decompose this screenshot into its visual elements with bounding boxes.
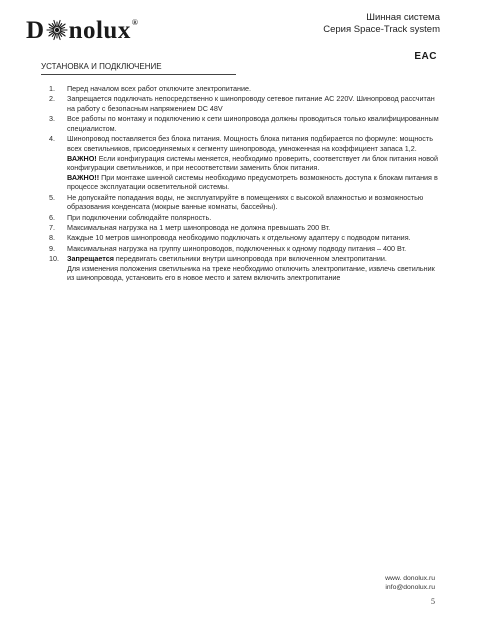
item-number: 5. xyxy=(49,192,55,202)
header-titles xyxy=(323,12,440,36)
list-item xyxy=(41,254,441,283)
item-text: Максимальная нагрузка на 1 метр шинопровода не должна превышать 200 Вт. xyxy=(67,223,331,233)
note-text: При монтаже шинной системы необходимо предусмотреть возможность доступа к блокам питания в процессе эксплуатации осветительной системы. xyxy=(67,172,438,192)
footer-email: info@donolux.ru xyxy=(385,583,435,591)
item-number: 9. xyxy=(49,243,55,253)
logo-letter-d: D xyxy=(26,17,45,44)
list-item xyxy=(41,94,441,113)
item-number: 7. xyxy=(49,223,55,233)
instructions-list xyxy=(41,84,441,284)
section-title: УСТАНОВКА И ПОДКЛЮЧЕНИЕ xyxy=(41,62,236,75)
header-series-name: Серия Space-Track system xyxy=(323,24,440,35)
item-number: 4. xyxy=(49,134,55,144)
sunburst-logo-icon xyxy=(46,19,68,41)
item-number: 2. xyxy=(49,94,55,104)
item-text: Не допускайте попадания воды, не эксплуатируйте в помещениях с высокой влажностью и возможностью образования конденсата (мокрые ванные комнаты, бассейны). xyxy=(67,192,424,212)
item-text: Максимальная нагрузка на группу шинопроводов, подключенных к одному подводу питания – 400 Вт. xyxy=(67,243,407,253)
list-item xyxy=(41,114,441,133)
item-text: Запрещается подключать непосредственно к шинопроводу сетевое питание AC 220V. Шинопровод рассчитан на работу с безопасным напряжением DC 48V xyxy=(67,94,435,113)
logo-text: nolux xyxy=(68,17,131,44)
item-emphasis: Запрещается xyxy=(67,254,114,264)
eac-certification-mark: EAC xyxy=(414,51,437,62)
list-item xyxy=(41,223,441,233)
note-label: ВАЖНО!! xyxy=(67,172,100,182)
item-number: 10. xyxy=(49,254,59,264)
note-label: ВАЖНО! xyxy=(67,153,97,163)
item-text-rest: передвигать светильники внутри шинопровода при включенном электропитании. xyxy=(113,254,387,264)
footer-contacts xyxy=(385,575,435,592)
header-system-name: Шинная система xyxy=(366,12,440,23)
item-text xyxy=(67,254,441,264)
list-item xyxy=(41,134,441,192)
item-text: Шинопровод поставляется без блока питания. Мощность блока питания подбирается по формуле: мощность всех светильников, присоединяемых к сегменту шинопровода, умноженная на коэффициент запаса 1,2. xyxy=(67,134,433,153)
item-note xyxy=(67,154,441,173)
item-number: 3. xyxy=(49,114,55,124)
list-item xyxy=(41,233,441,243)
item-text: При подключении соблюдайте полярность. xyxy=(67,212,212,222)
list-item xyxy=(41,244,441,254)
item-text: Для изменения положения светильника на треке необходимо отключить электропитание, извлечь светильник из шинопровода, установить его в новое место и затем включить электропитание xyxy=(67,263,435,283)
item-note xyxy=(67,173,441,192)
item-text: Перед началом всех работ отключите электропитание. xyxy=(67,84,252,93)
registered-mark: ® xyxy=(131,18,139,27)
list-item xyxy=(41,193,441,212)
item-number: 1. xyxy=(49,84,55,93)
item-text: Каждые 10 метров шинопровода необходимо подключать к отдельному адаптеру с подводом питания. xyxy=(67,233,411,243)
brand-logo xyxy=(26,18,138,43)
list-item xyxy=(41,213,441,223)
list-item xyxy=(41,84,441,94)
item-number: 8. xyxy=(49,233,55,243)
page-number: 5 xyxy=(431,597,435,606)
item-text: Все работы по монтажу и подключению к сети шинопровода должны проводиться только квалифицированным специалистом. xyxy=(67,114,439,133)
item-number: 6. xyxy=(49,212,55,222)
note-text: Если конфигурация системы меняется, необходимо проверить, соответствует ли блок питания новой конфигурации светильников, и при несоответствии заменить блок питания. xyxy=(67,153,438,173)
footer-website: www. donolux.ru xyxy=(385,575,435,582)
